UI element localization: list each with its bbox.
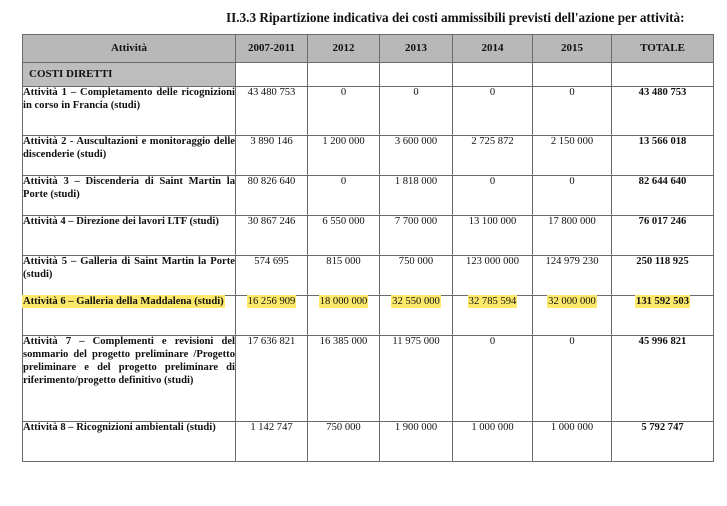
- value-cell: [533, 176, 612, 216]
- table-row: [23, 296, 714, 336]
- value-cell: [236, 256, 308, 296]
- activity-label: [23, 216, 236, 256]
- section-row: [23, 63, 714, 87]
- value-text: 0: [340, 87, 347, 98]
- total-text: 43 480 753: [638, 87, 687, 98]
- total-cell: [612, 136, 714, 176]
- header-2013: 2013: [380, 35, 453, 63]
- value-cell: [380, 336, 453, 422]
- table-row: [23, 216, 714, 256]
- value-cell: [453, 216, 533, 256]
- table-row: [23, 336, 714, 422]
- value-cell: [308, 296, 380, 336]
- header-2007-2011: 2007-2011: [236, 35, 308, 63]
- value-cell: [236, 176, 308, 216]
- total-text: 5 792 747: [641, 422, 684, 433]
- header-row: [23, 35, 714, 63]
- total-cell: [612, 216, 714, 256]
- value-cell: [236, 422, 308, 462]
- value-cell: [533, 216, 612, 256]
- value-text: 7 700 000: [394, 216, 438, 227]
- value-cell: [533, 87, 612, 136]
- value-text: 1 000 000: [550, 422, 594, 433]
- total-cell: [612, 296, 714, 336]
- value-cell: [533, 422, 612, 462]
- value-cell: [380, 296, 453, 336]
- value-cell: [308, 136, 380, 176]
- value-cell: [308, 176, 380, 216]
- total-text: 45 996 821: [638, 336, 687, 347]
- table-row: [23, 256, 714, 296]
- total-text: 76 017 246: [638, 216, 687, 227]
- value-cell: [236, 296, 308, 336]
- activity-label: [23, 296, 236, 336]
- value-text: 0: [489, 87, 496, 98]
- activity-label-text: Attività 8 – Ricognizioni ambientali (studi): [23, 422, 216, 433]
- value-cell: [453, 336, 533, 422]
- table-heading: II.3.3 Ripartizione indicativa dei costi ammissibili previsti dell'azione per attività:: [226, 10, 685, 25]
- value-text: 17 636 821: [247, 336, 296, 347]
- value-text: 43 480 753: [247, 87, 296, 98]
- total-cell: [612, 256, 714, 296]
- value-text: 815 000: [326, 256, 361, 267]
- value-text: 32 000 000: [548, 296, 596, 307]
- value-text: 32 550 000: [392, 296, 440, 307]
- activity-label-text: Attività 3 – Discenderia di Saint Martin la Porte (studi): [23, 176, 235, 200]
- value-text: 13 100 000: [468, 216, 517, 227]
- value-cell: [453, 422, 533, 462]
- value-cell: [308, 422, 380, 462]
- activity-label-text: Attività 5 – Galleria di Saint Martin la Porte (studi): [23, 256, 235, 280]
- value-cell: [236, 136, 308, 176]
- value-text: 0: [413, 87, 419, 98]
- value-text: 18 000 000: [319, 296, 368, 307]
- value-cell: [380, 422, 453, 462]
- activity-label: [23, 176, 236, 216]
- value-cell: [380, 216, 453, 256]
- value-text: 0: [489, 336, 496, 347]
- value-cell: [533, 296, 612, 336]
- value-cell: [380, 176, 453, 216]
- header-total: TOTALE: [612, 35, 714, 63]
- total-text: 250 118 925: [636, 256, 689, 267]
- value-text: 0: [569, 336, 575, 347]
- value-text: 0: [569, 176, 575, 187]
- value-text: 0: [489, 176, 496, 187]
- total-text: 82 644 640: [638, 176, 687, 187]
- value-text: 2 725 872: [471, 136, 514, 147]
- activity-label-text: Attività 7 – Complementi e revisioni del sommario del progetto preliminare /Progetto preliminare e del progetto preliminare di riferimento/progetto definitivo (studi): [23, 336, 235, 386]
- activity-label: [23, 422, 236, 462]
- activity-label: [23, 256, 236, 296]
- header-activity: Attività: [23, 35, 236, 63]
- value-text: 6 550 000: [322, 216, 365, 227]
- value-cell: [453, 87, 533, 136]
- value-cell: [236, 87, 308, 136]
- total-text: 131 592 503: [636, 296, 689, 307]
- value-cell: [380, 136, 453, 176]
- value-cell: [533, 256, 612, 296]
- value-text: 1 818 000: [394, 176, 438, 187]
- value-cell: [453, 256, 533, 296]
- value-cell: [236, 216, 308, 256]
- cost-table: [22, 34, 714, 462]
- value-text: 574 695: [254, 256, 289, 267]
- value-cell: [453, 136, 533, 176]
- table-row: [23, 422, 714, 462]
- value-text: 16 256 909: [247, 296, 296, 307]
- value-text: 16 385 000: [319, 336, 368, 347]
- activity-label-text: Attività 6 – Galleria della Maddalena (studi): [23, 296, 224, 307]
- value-cell: [308, 216, 380, 256]
- value-cell: [236, 336, 308, 422]
- value-text: 124 979 230: [545, 256, 599, 267]
- value-text: 750 000: [398, 256, 434, 267]
- activity-label-text: Attività 2 - Auscultazioni e monitoraggio delle discenderie (studi): [23, 136, 235, 160]
- value-cell: [380, 87, 453, 136]
- value-text: 32 785 594: [468, 296, 517, 307]
- value-text: 0: [340, 176, 347, 187]
- value-cell: [380, 256, 453, 296]
- header-2015: 2015: [533, 35, 612, 63]
- header-2014: 2014: [453, 35, 533, 63]
- value-cell: [308, 87, 380, 136]
- value-text: 3 600 000: [394, 136, 438, 147]
- value-text: 0: [569, 87, 575, 98]
- table-row: [23, 87, 714, 136]
- activity-label: [23, 136, 236, 176]
- value-cell: [308, 336, 380, 422]
- value-text: 1 900 000: [394, 422, 438, 433]
- value-cell: [308, 256, 380, 296]
- value-text: 3 890 146: [250, 136, 293, 147]
- value-cell: [453, 176, 533, 216]
- total-text: 13 566 018: [638, 136, 687, 147]
- value-text: 30 867 246: [247, 216, 296, 227]
- value-cell: [533, 136, 612, 176]
- activity-label: [23, 336, 236, 422]
- activity-label-text: Attività 4 – Direzione dei lavori LTF (studi): [23, 216, 219, 227]
- value-text: 1 000 000: [471, 422, 514, 433]
- activity-label-text: Attività 1 – Completamento delle ricognizioni in corso in Francia (studi): [23, 87, 235, 111]
- section-label: COSTI DIRETTI: [23, 63, 236, 87]
- total-cell: [612, 87, 714, 136]
- value-cell: [453, 296, 533, 336]
- value-text: 80 826 640: [247, 176, 296, 187]
- header-2012: 2012: [308, 35, 380, 63]
- table-row: [23, 176, 714, 216]
- total-cell: [612, 176, 714, 216]
- total-cell: [612, 336, 714, 422]
- value-text: 11 975 000: [392, 336, 440, 347]
- total-cell: [612, 422, 714, 462]
- value-text: 123 000 000: [466, 256, 519, 267]
- value-cell: [533, 336, 612, 422]
- activity-label: [23, 87, 236, 136]
- value-text: 17 800 000: [548, 216, 596, 227]
- table-row: [23, 136, 714, 176]
- value-text: 1 200 000: [322, 136, 365, 147]
- value-text: 2 150 000: [550, 136, 594, 147]
- value-text: 750 000: [326, 422, 361, 433]
- value-text: 1 142 747: [250, 422, 293, 433]
